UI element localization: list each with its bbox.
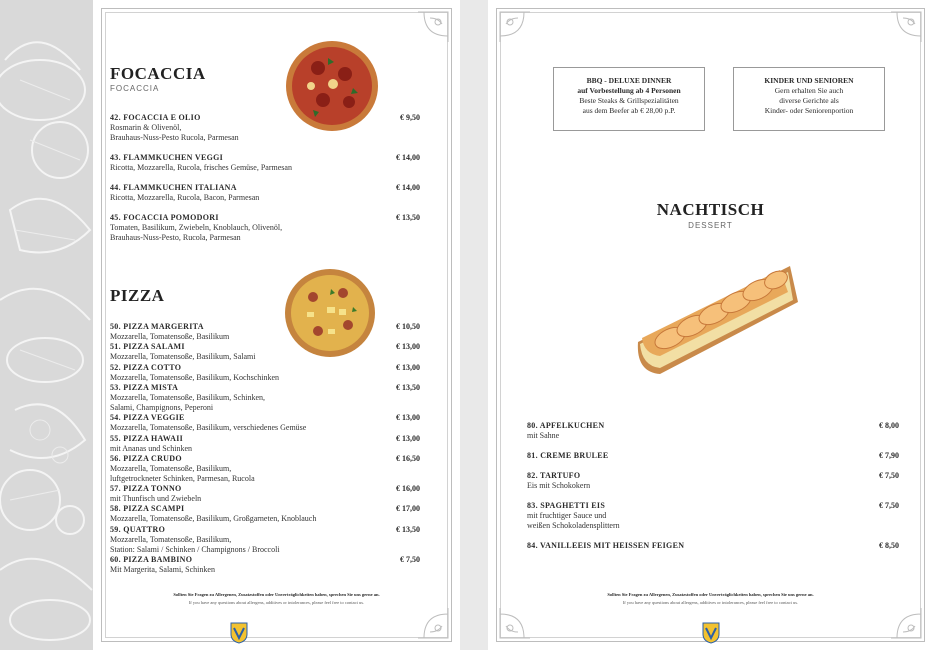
- menu-item: [110, 525, 280, 555]
- menu-item-price: € 17,00: [396, 504, 420, 514]
- ornament-corner-icon: [498, 10, 532, 44]
- menu-item-description: Brauhaus-Nuss-Pesto, Rucola, Parmesan: [110, 233, 241, 242]
- menu-item-description: Station: Salami / Schinken / Champignons / Broccoli: [110, 544, 280, 554]
- menu-item-name: 59. QUATTRO: [110, 524, 166, 534]
- menu-item-description: Salami, Champignons, Peperoni: [110, 402, 214, 412]
- menu-page-left: [93, 0, 460, 650]
- bbq-box-line: aus dem Beefer ab € 28,00 p.P.: [582, 106, 676, 115]
- menu-item-price: € 13,00: [396, 362, 420, 372]
- ornament-corner-icon: [416, 10, 450, 44]
- menu-item-name: 42. FOCACCIA E OLIO: [110, 113, 201, 122]
- allergen-notice-en: If you have any questions about allergens, additives or intolerances, please feel free to contact us.: [188, 600, 365, 605]
- kids-box-title: KINDER UND SENIOREN: [764, 76, 854, 85]
- menu-item-price: € 13,00: [396, 413, 420, 423]
- menu-item-name: 80. APFELKUCHEN: [527, 421, 605, 430]
- ornament-corner-icon: [889, 606, 923, 640]
- menu-item-name: 84. VANILLEEIS MIT HEISSEN FEIGEN: [527, 541, 685, 550]
- crest-logo: [230, 622, 248, 644]
- menu-item-description: mit Sahne: [527, 431, 560, 440]
- menu-item-name: 52. PIZZA COTTO: [110, 362, 182, 372]
- menu-item-description: Mozzarella, Tomatensoße, Basilikum, verschiedenes Gemüse: [110, 423, 307, 433]
- menu-item-price: € 14,00: [396, 153, 420, 162]
- menu-item-price: € 7,50: [400, 555, 420, 564]
- menu-page-right: [488, 0, 933, 650]
- menu-item: [110, 434, 192, 454]
- menu-item: [527, 451, 608, 461]
- menu-item-name: 81. CREME BRULEE: [527, 451, 609, 460]
- section-title-dessert: NACHTISCH: [656, 200, 765, 219]
- menu-item: [110, 413, 306, 433]
- food-sketch-illustration: [0, 0, 93, 650]
- menu-item-description: Eis mit Schokokern: [527, 481, 591, 490]
- menu-item-description: Ricotta, Mozzarella, Rucola, Bacon, Parmesan: [110, 193, 260, 202]
- menu-item-description: luftgetrockneter Schinken, Parmesan, Rucola: [110, 473, 255, 483]
- menu-item-name: 43. FLAMMKUCHEN VEGGI: [110, 153, 224, 162]
- menu-item-name: 45. FOCACCIA POMODORI: [110, 213, 219, 222]
- menu-item-name: 57. PIZZA TONNO: [110, 484, 182, 494]
- menu-item: [110, 484, 201, 504]
- menu-item-name: 50. PIZZA MARGERITA: [110, 322, 204, 331]
- kids-box-line: diverse Gerichte als: [779, 96, 839, 105]
- menu-item-price: € 8,50: [879, 541, 899, 550]
- menu-item-price: € 13,50: [396, 213, 420, 222]
- menu-item-name: 44. FLAMMKUCHEN ITALIANA: [110, 183, 237, 192]
- menu-item: [527, 471, 590, 491]
- menu-item-name: 60. PIZZA BAMBINO: [110, 555, 193, 564]
- menu-item-name: 82. TARTUFO: [527, 471, 581, 480]
- sketch-sidebar: [0, 0, 93, 650]
- menu-item: [110, 113, 239, 143]
- menu-item-description: Ricotta, Mozzarella, Rucola, frisches Gemüse, Parmesan: [110, 163, 292, 172]
- menu-item-description: weißen Schokoladensplittern: [527, 521, 620, 530]
- bbq-box-line: Beste Steaks & Grillspezialitäten: [579, 96, 679, 105]
- menu-item-description: Rosmarin & Olivenöl,: [110, 123, 182, 132]
- menu-item-price: € 14,00: [396, 183, 420, 192]
- menu-item: [110, 504, 316, 524]
- bbq-box-title: BBQ - DELUXE DINNER: [586, 76, 672, 85]
- menu-item-price: € 8,00: [879, 421, 899, 430]
- menu-item-price: € 7,90: [879, 451, 899, 460]
- menu-item-description: Mozzarella, Tomatensoße, Basilikum,: [110, 463, 232, 473]
- bbq-info-box: [553, 67, 705, 131]
- menu-item-description: mit Ananas und Schinken: [110, 443, 192, 453]
- bbq-box-line: auf Vorbestellung ab 4 Personen: [577, 86, 681, 95]
- menu-item-description: Mozzarella, Tomatensoße, Basilikum, Salami: [110, 352, 256, 362]
- allergen-notice-de: Sollten Sie Fragen zu Allergenen, Zusatzstoffen oder Unverträglichkeiten haben, sprechen Sie uns gerne an.: [607, 592, 814, 597]
- section-title-focaccia: FOCACCIA: [110, 64, 206, 83]
- ornament-corner-icon: [889, 10, 923, 44]
- menu-item: [110, 322, 229, 342]
- menu-item-description: Mozzarella, Tomatensoße, Basilikum, Kochschinken: [110, 372, 280, 382]
- menu-item: [110, 363, 279, 383]
- menu-item: [110, 383, 265, 413]
- kids-box-line: Gern erhalten Sie auch: [774, 86, 844, 95]
- menu-item-description: Mozzarella, Tomatensoße, Basilikum: [110, 332, 230, 341]
- menu-item-price: € 16,00: [396, 484, 420, 494]
- menu-item-price: € 13,50: [396, 382, 420, 392]
- menu-item: [110, 183, 259, 203]
- section-subtitle-focaccia: FOCACCIA: [110, 84, 160, 93]
- section-title-pizza: PIZZA: [110, 286, 165, 305]
- menu-item: [527, 421, 604, 441]
- menu-item-description: Mit Margerita, Salami, Schinken: [110, 565, 215, 574]
- menu-item-price: € 7,50: [879, 471, 899, 480]
- allergen-notice-de: Sollten Sie Fragen zu Allergenen, Zusatzstoffen oder Unverträglichkeiten haben, sprechen Sie uns gerne an.: [173, 592, 380, 597]
- menu-item-price: € 13,00: [396, 342, 420, 352]
- menu-item: [110, 454, 255, 484]
- menu-item: [110, 555, 215, 575]
- kids-seniors-info-box: [733, 67, 885, 131]
- menu-item-name: 53. PIZZA MISTA: [110, 382, 179, 392]
- section-subtitle-dessert: DESSERT: [688, 221, 733, 230]
- menu-item: [110, 153, 292, 173]
- menu-item-description: Tomaten, Basilikum, Zwiebeln, Knoblauch, Olivenöl,: [110, 223, 283, 232]
- page-gutter: [460, 0, 488, 650]
- menu-item-description: Brauhaus-Nuss-Pesto Rucola, Parmesan: [110, 133, 239, 142]
- kids-box-line: Kinder- oder Seniorenportion: [764, 106, 854, 115]
- menu-item: [110, 342, 255, 362]
- menu-item-name: 51. PIZZA SALAMI: [110, 342, 185, 352]
- ornament-corner-icon: [498, 606, 532, 640]
- menu-item-description: mit fruchtiger Sauce und: [527, 511, 607, 520]
- menu-item-name: 58. PIZZA SCAMPI: [110, 504, 185, 514]
- menu-item-price: € 10,50: [396, 322, 420, 331]
- menu-item-description: Mozzarella, Tomatensoße, Basilikum, Großgarneten, Knoblauch: [110, 514, 317, 524]
- menu-item-name: 56. PIZZA CRUDO: [110, 453, 182, 463]
- menu-item: [110, 213, 282, 243]
- menu-item-description: Mozzarella, Tomatensoße, Basilikum, Schinken,: [110, 392, 266, 402]
- menu-item-price: € 16,50: [396, 453, 420, 463]
- menu-item-name: 55. PIZZA HAWAII: [110, 433, 184, 443]
- menu-item-name: 54. PIZZA VEGGIE: [110, 413, 185, 423]
- menu-item-price: € 9,50: [400, 113, 420, 122]
- menu-item-price: € 13,50: [396, 524, 420, 534]
- menu-item-description: Mozzarella, Tomatensoße, Basilikum,: [110, 534, 232, 544]
- menu-item-price: € 7,50: [879, 501, 899, 510]
- crest-logo: [702, 622, 720, 644]
- menu-item: [527, 541, 684, 551]
- menu-item-description: mit Thunfisch und Zwiebeln: [110, 494, 202, 504]
- ornament-corner-icon: [416, 606, 450, 640]
- menu-item-price: € 13,00: [396, 433, 420, 443]
- menu-item-name: 83. SPAGHETTI EIS: [527, 501, 606, 510]
- menu-item: [527, 501, 620, 531]
- allergen-notice-en: If you have any questions about allergens, additives or intolerances, please feel free to contact us.: [622, 600, 799, 605]
- apple-tart-image: [630, 262, 802, 377]
